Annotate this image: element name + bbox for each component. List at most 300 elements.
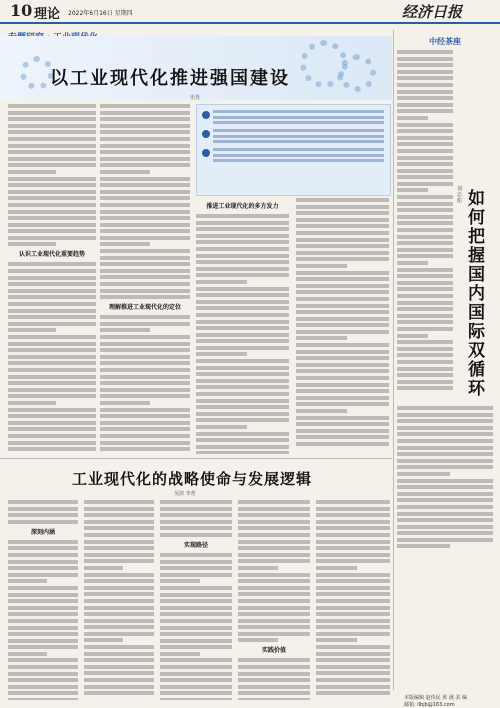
text-line xyxy=(100,249,190,253)
text-line xyxy=(316,586,390,590)
text-line xyxy=(397,195,453,199)
text-line xyxy=(196,280,247,284)
text-line xyxy=(196,227,289,231)
text-line xyxy=(100,137,190,141)
text-line xyxy=(397,531,493,535)
text-line xyxy=(100,295,190,299)
text-line xyxy=(397,485,493,489)
text-line xyxy=(100,282,190,286)
text-line xyxy=(196,234,289,238)
text-line xyxy=(397,505,493,509)
text-line xyxy=(84,619,154,623)
text-line xyxy=(8,203,96,207)
text-line xyxy=(316,652,390,656)
text-line xyxy=(196,254,289,258)
text-line xyxy=(8,401,56,405)
text-line xyxy=(196,418,289,422)
text-line xyxy=(160,619,232,623)
text-line xyxy=(397,248,453,252)
text-line xyxy=(84,638,123,642)
text-line xyxy=(316,540,390,544)
text-line xyxy=(316,520,390,524)
text-line xyxy=(196,293,289,297)
text-line xyxy=(238,533,310,537)
text-line xyxy=(160,566,232,570)
text-line xyxy=(100,421,190,425)
text-line xyxy=(397,221,453,225)
text-line xyxy=(397,386,453,390)
article-column-1 xyxy=(8,104,96,454)
text-line xyxy=(100,256,190,260)
text-line xyxy=(397,287,453,291)
text-line xyxy=(8,315,96,319)
text-line xyxy=(397,254,453,258)
text-line xyxy=(397,281,453,285)
page-footer xyxy=(404,694,467,708)
text-line xyxy=(196,372,289,376)
text-line xyxy=(100,388,190,392)
text-line xyxy=(316,685,390,689)
text-line xyxy=(196,425,247,429)
text-line xyxy=(8,289,96,293)
text-line xyxy=(196,359,289,363)
text-line xyxy=(397,156,453,160)
text-line xyxy=(316,573,390,577)
text-line xyxy=(160,533,232,537)
text-line xyxy=(8,216,96,220)
text-line xyxy=(160,526,232,530)
text-line xyxy=(397,419,493,423)
text-line xyxy=(160,606,232,610)
text-line xyxy=(8,665,78,669)
text-line xyxy=(296,271,389,275)
text-line xyxy=(316,513,390,517)
text-line xyxy=(8,295,96,299)
text-line xyxy=(100,203,190,207)
article-title-2: 工业现代化的战略使命与发展逻辑 xyxy=(72,470,313,488)
text-line xyxy=(100,262,190,266)
text-line xyxy=(196,451,289,454)
text-line xyxy=(8,414,96,418)
text-line xyxy=(397,413,493,417)
text-line xyxy=(238,513,310,517)
gear-icon xyxy=(20,56,54,90)
text-line xyxy=(296,350,389,354)
text-line xyxy=(296,363,389,367)
text-line xyxy=(397,307,453,311)
text-line xyxy=(100,355,190,359)
text-line xyxy=(397,544,450,548)
text-line xyxy=(316,533,390,537)
text-line xyxy=(196,438,289,442)
text-line xyxy=(316,599,390,603)
text-line xyxy=(316,553,390,557)
text-line xyxy=(8,507,78,511)
text-line xyxy=(316,606,390,610)
article-byline: 史丹 xyxy=(190,95,201,101)
text-line xyxy=(8,223,96,227)
text-line xyxy=(84,559,154,563)
text-line xyxy=(8,163,96,167)
text-line xyxy=(8,137,96,141)
text-line xyxy=(160,586,232,590)
text-line xyxy=(100,289,190,293)
text-line xyxy=(84,500,154,504)
text-line xyxy=(160,685,232,689)
text-line xyxy=(160,698,232,700)
text-line xyxy=(316,658,390,662)
text-line xyxy=(316,592,390,596)
text-line xyxy=(100,414,190,418)
text-line xyxy=(160,573,232,577)
text-line xyxy=(397,320,453,324)
text-line xyxy=(296,383,389,387)
text-line xyxy=(8,242,56,246)
text-line xyxy=(8,196,96,200)
text-line xyxy=(160,626,232,630)
text-line xyxy=(296,290,389,294)
text-line xyxy=(8,632,78,636)
bullet-icon xyxy=(202,130,210,138)
text-line xyxy=(8,540,78,544)
text-line xyxy=(397,109,453,113)
page-number: 10 xyxy=(10,1,33,20)
text-line xyxy=(8,593,78,597)
text-line xyxy=(100,375,190,379)
text-line xyxy=(397,406,493,410)
text-line xyxy=(397,136,453,140)
text-line xyxy=(397,70,453,74)
text-line xyxy=(296,211,389,215)
article-column-3 xyxy=(196,198,289,454)
text-line xyxy=(397,96,453,100)
text-line xyxy=(316,566,357,570)
text-line xyxy=(296,231,389,235)
text-line xyxy=(397,208,453,212)
text-line xyxy=(8,150,96,154)
text-line xyxy=(238,691,310,695)
text-line xyxy=(100,163,190,167)
text-line xyxy=(100,361,190,365)
text-line xyxy=(238,685,310,689)
highlight-item xyxy=(201,129,384,143)
text-line xyxy=(8,269,96,273)
text-line xyxy=(196,306,289,310)
text-line xyxy=(213,110,384,113)
text-line xyxy=(397,459,493,463)
text-line xyxy=(84,553,154,557)
text-line xyxy=(397,327,453,331)
text-line xyxy=(100,447,190,451)
commentary-byline: 刘志彪 xyxy=(457,186,463,204)
text-line xyxy=(196,333,289,337)
text-line xyxy=(296,396,389,400)
text-line xyxy=(8,421,96,425)
text-line xyxy=(296,317,389,321)
text-line xyxy=(296,205,389,209)
text-line xyxy=(238,573,310,577)
text-line xyxy=(316,691,390,695)
text-line xyxy=(213,129,384,132)
highlight-item xyxy=(201,110,384,124)
text-line xyxy=(397,301,453,305)
text-line xyxy=(8,546,78,550)
text-line xyxy=(8,361,96,365)
article2-column-1 xyxy=(8,500,78,700)
text-line xyxy=(296,416,389,420)
text-line xyxy=(397,452,493,456)
text-line xyxy=(196,432,289,436)
text-line xyxy=(160,612,232,616)
text-line xyxy=(296,356,389,360)
text-line xyxy=(296,297,389,301)
text-line xyxy=(84,579,154,583)
text-line xyxy=(8,236,96,240)
text-line xyxy=(296,238,389,242)
text-line xyxy=(238,592,310,596)
text-line xyxy=(84,625,154,629)
text-line xyxy=(160,678,232,682)
text-line xyxy=(8,658,78,662)
text-line xyxy=(100,368,190,372)
text-line xyxy=(316,612,390,616)
commentary-text-1 xyxy=(397,50,453,400)
text-line xyxy=(238,599,310,603)
text-line xyxy=(160,500,232,504)
text-line xyxy=(316,500,390,504)
text-line xyxy=(84,645,154,649)
text-line xyxy=(100,342,190,346)
divider xyxy=(393,30,394,690)
text-line xyxy=(84,520,154,524)
text-line xyxy=(316,638,357,642)
text-line xyxy=(84,606,154,610)
text-line xyxy=(238,586,310,590)
text-line xyxy=(397,294,453,298)
text-line xyxy=(397,235,453,239)
text-line xyxy=(397,432,493,436)
issue-date: 2022年6月16日 星期四 xyxy=(68,10,133,17)
text-line xyxy=(397,169,453,173)
text-line xyxy=(296,402,389,406)
text-line xyxy=(100,236,190,240)
text-line xyxy=(84,507,154,511)
text-line xyxy=(8,606,78,610)
text-line xyxy=(397,83,453,87)
text-line xyxy=(84,586,154,590)
text-line xyxy=(238,526,310,530)
text-line xyxy=(397,228,453,232)
text-line xyxy=(238,678,310,682)
text-line xyxy=(8,394,96,398)
text-line xyxy=(8,381,96,385)
text-line xyxy=(238,665,310,669)
text-line xyxy=(100,434,190,438)
text-line xyxy=(397,76,453,80)
text-line xyxy=(397,492,493,496)
text-line xyxy=(160,691,232,695)
gear-icon xyxy=(338,54,376,92)
bullet-icon xyxy=(202,149,210,157)
text-line xyxy=(196,326,289,330)
text-line xyxy=(8,144,96,148)
article2-column-5 xyxy=(316,500,390,700)
text-line xyxy=(8,309,96,313)
text-line xyxy=(238,658,310,662)
text-line xyxy=(316,546,390,550)
text-line xyxy=(296,336,347,340)
text-line xyxy=(100,157,190,161)
text-line xyxy=(8,368,96,372)
text-line xyxy=(160,665,232,669)
text-line xyxy=(84,546,154,550)
text-line xyxy=(8,190,96,194)
text-line xyxy=(8,500,78,504)
text-line xyxy=(296,218,389,222)
text-line xyxy=(196,273,289,277)
text-line xyxy=(296,251,389,255)
text-line xyxy=(84,678,154,682)
text-line xyxy=(8,612,78,616)
text-line xyxy=(8,566,78,570)
text-line xyxy=(397,261,428,265)
text-line xyxy=(8,652,47,656)
text-line xyxy=(238,520,310,524)
text-line xyxy=(84,592,154,596)
text-line xyxy=(238,612,310,616)
text-line xyxy=(397,149,453,153)
text-line xyxy=(238,638,278,642)
text-line xyxy=(397,274,453,278)
text-line xyxy=(84,685,154,689)
text-line xyxy=(238,559,310,563)
text-line xyxy=(100,401,150,405)
text-line xyxy=(160,599,232,603)
text-line xyxy=(8,302,96,306)
text-line xyxy=(100,190,190,194)
article2-column-3 xyxy=(160,500,232,700)
text-line xyxy=(8,427,96,431)
text-line xyxy=(8,599,78,603)
text-line xyxy=(100,441,190,445)
text-line xyxy=(397,380,453,384)
text-line xyxy=(100,322,190,326)
text-line xyxy=(100,183,190,187)
text-line xyxy=(100,216,190,220)
text-line xyxy=(160,579,200,583)
text-line xyxy=(196,339,289,343)
text-line xyxy=(397,512,493,516)
bullet-icon xyxy=(202,111,210,119)
text-line xyxy=(84,599,154,603)
text-line xyxy=(8,645,78,649)
text-line xyxy=(397,472,450,476)
text-line xyxy=(84,665,154,669)
text-line xyxy=(397,518,493,522)
text-line xyxy=(84,526,154,530)
text-line xyxy=(397,188,428,192)
text-line xyxy=(397,129,453,133)
text-line xyxy=(296,264,347,268)
text-line xyxy=(160,658,232,662)
text-line xyxy=(8,130,96,134)
text-line xyxy=(296,389,389,393)
section-subhead: 实现路径 xyxy=(183,541,208,549)
text-line xyxy=(196,240,289,244)
text-line xyxy=(296,376,389,380)
text-line xyxy=(100,210,190,214)
text-line xyxy=(84,658,154,662)
text-line xyxy=(100,408,190,412)
text-line xyxy=(196,320,289,324)
text-line xyxy=(196,267,289,271)
footer-email: 邮箱: llbjb@163.com xyxy=(404,702,455,708)
text-line xyxy=(296,310,389,314)
text-line xyxy=(84,652,154,656)
divider xyxy=(0,458,392,459)
text-line xyxy=(238,553,310,557)
text-line xyxy=(8,639,78,643)
text-line xyxy=(397,439,493,443)
text-line xyxy=(100,196,190,200)
text-line xyxy=(296,422,389,426)
text-line xyxy=(100,117,190,121)
text-line xyxy=(8,262,96,266)
text-line xyxy=(238,632,310,636)
text-line xyxy=(196,385,289,389)
text-line xyxy=(397,63,453,67)
text-line xyxy=(100,348,190,352)
text-line xyxy=(8,672,78,676)
text-line xyxy=(213,140,384,143)
text-line xyxy=(213,159,384,162)
text-line xyxy=(8,685,78,689)
text-line xyxy=(397,241,453,245)
text-line xyxy=(8,322,96,326)
text-line xyxy=(316,579,390,583)
text-line xyxy=(100,381,190,385)
highlight-box xyxy=(196,104,391,196)
text-line xyxy=(238,566,278,570)
article2-column-4 xyxy=(238,500,310,700)
text-line xyxy=(296,442,389,446)
section-subhead: 实践价值 xyxy=(261,647,286,655)
article-column-4 xyxy=(296,198,389,454)
text-line xyxy=(100,335,190,339)
text-line xyxy=(8,183,96,187)
text-line xyxy=(296,198,389,202)
text-line xyxy=(196,287,289,291)
text-line xyxy=(397,367,453,371)
text-line xyxy=(8,335,96,339)
text-line xyxy=(397,314,453,318)
section-subhead: 认识工业现代化重要趋势 xyxy=(18,251,85,259)
text-line xyxy=(316,645,390,649)
text-line xyxy=(213,148,384,151)
text-line xyxy=(8,282,96,286)
text-line xyxy=(160,639,232,643)
text-line xyxy=(100,394,190,398)
text-line xyxy=(316,678,390,682)
text-line xyxy=(238,500,310,504)
text-line xyxy=(397,334,428,338)
text-line xyxy=(397,162,453,166)
text-line xyxy=(296,304,389,308)
text-line xyxy=(100,229,190,233)
text-line xyxy=(100,170,150,174)
text-line xyxy=(8,342,96,346)
text-line xyxy=(296,284,389,288)
